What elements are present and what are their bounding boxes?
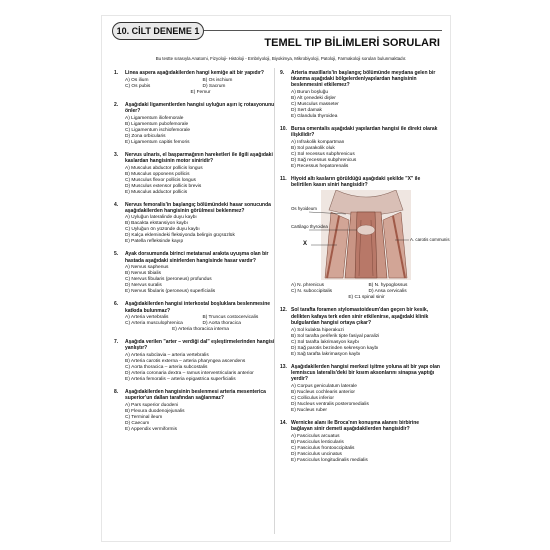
answer-option[interactable]: A) Musculus abductor pollicis longus [125,165,203,171]
question-body [291,364,442,414]
answer-option[interactable]: C) Arteria musculophrenica [125,321,183,327]
answer-option[interactable]: D) Sert damak [291,108,322,114]
question-number: 11. [280,176,287,183]
answer-option[interactable]: D) Nervus suralis [125,283,162,289]
answer-option[interactable]: A) Arteria subclavia – arteria vertebralis [125,353,209,359]
exam-page [102,16,450,541]
answer-options [291,283,442,301]
answer-option[interactable]: C) Aorta thoracica – arteria subcostalis [125,365,208,371]
question-body [291,70,442,120]
question-body [291,420,442,464]
answer-option[interactable]: A) Os ilium [125,77,149,83]
question-item [280,307,442,357]
answer-option[interactable]: C) N. suboccipitalis [291,289,333,295]
answer-options [125,265,276,295]
answer-option[interactable]: C) Nervus fibularis (peroneus) profundus [125,277,212,283]
question-text: Aşağıda verilen "arter – verdiği dal" eşleştirmelerinden hangisi yanlıştır? [125,339,275,352]
question-number: 3. [114,151,119,158]
header-rule [204,30,442,31]
answer-options [125,116,276,146]
answer-option[interactable]: D) Arteria coronaria dextra – ramus interventricularis anterior [125,371,254,377]
page-title: TEMEL TIP BİLİMLERİ SORULARI [264,37,440,49]
answer-option[interactable]: C) Sol tarafta lakrimasyon kaybı [291,339,359,345]
answer-option[interactable]: A) Burun boşluğu [291,90,329,96]
answer-option[interactable]: D) Sağ recessus subphrenicus [291,158,357,164]
answer-option[interactable]: D) Musculus extensor pollicis brevis [125,183,202,189]
answer-option[interactable]: B) Fasciculus lenticularis [291,439,344,445]
answer-option[interactable]: B) Alt çenedeki dişler [291,96,336,102]
question-body [125,152,276,196]
question-item [114,152,276,196]
answer-option[interactable]: E) Arteria thoracica interna [172,327,229,333]
question-number: 2. [114,101,119,108]
question-text: Arteria maxillaris'in başlangıç bölümünde meydana gelen bir tıkanma aşağıdaki bölgelerden/yapılardan hangisinin beslenmesini etkilemez? [291,70,436,89]
thyroid-cartilage-label: Cartilago thyroidea [291,224,328,230]
answer-option[interactable]: D) Zona orbicularis [125,133,166,139]
answer-options [125,166,276,196]
answer-option[interactable]: C) Colliculus inferior [291,395,334,401]
exam-badge: 10. CİLT DENEME 1 [112,22,204,40]
question-item [114,339,276,383]
question-text: Aşağıdakilerden hangisi merkezi işitme yoluna ait bir yapı olan lemniscus lateralis'deki bir kısım aksonlarını sinapsa yaptığı yerdir? [291,363,440,382]
answer-option[interactable]: E) C1 spinal sinir [348,295,385,301]
question-item [114,70,276,96]
answer-option[interactable]: E) Nervus fibularis (peroneus) superficialis [125,289,216,295]
question-body [291,176,450,301]
answer-option[interactable]: E) Recessus hepatorenalis [291,164,349,170]
answer-option[interactable]: D) Caecum [125,421,150,427]
question-number: 4. [114,201,119,208]
answer-option[interactable]: D) Sağ parotis bezinden sekresyon kaybı [291,345,379,351]
question-body [125,301,276,333]
answer-option[interactable]: A) Fasciculus arcuatus [291,433,340,439]
question-item [114,202,276,246]
answer-option[interactable]: E) Arteria femoralis – arteria epigastrica superficialis [125,377,236,383]
answer-options [125,353,276,383]
question-item [114,251,276,295]
question-body [125,202,276,246]
question-text: Wernicke alanı ile Broca'nın konuşma alanını birbirine bağlayan sinir demeti aşağıdakilerden hangisidir? [291,419,420,432]
question-body [291,307,442,357]
question-body [125,389,276,433]
answer-option[interactable]: A) Pars superior duodeni [125,403,179,409]
answer-option[interactable]: C) Fasciculus frontooccipitalis [291,445,355,451]
answer-options [125,78,276,96]
question-number: 12. [280,307,287,314]
question-text: Linea aspera aşağıdakilerden hangi kemiğe ait bir yapıdır? [125,70,264,76]
question-number: 10. [280,126,287,133]
question-number: 9. [280,70,285,76]
question-body [125,251,276,295]
question-number: 1. [114,70,119,76]
question-number: 6. [114,301,119,308]
question-body [125,339,276,383]
hyoid-bone-label: Os hyoideum [291,206,317,212]
question-item [280,364,442,414]
answer-option[interactable]: D) Aorta thoracica [202,321,241,327]
answer-option[interactable]: B) Musculus opponens pollicis [125,171,190,177]
question-item [114,389,276,433]
answer-option[interactable]: E) Appendix vermiformis [125,427,177,433]
question-text: Aşağıdaki ligamentlerden hangisi uyluğun aşırı iç rotasyonunu önler? [125,101,275,114]
answer-options [125,403,276,433]
carotid-artery-label: A. carotis communis [410,237,450,243]
question-text: Nervus ulnaris, el başparmağının hareketleri ile ilgili aşağıdaki kaslardan hangisinin motor siniridir? [125,151,273,164]
answer-option[interactable]: A) Infrakolik kompartman [291,140,345,146]
question-number: 8. [114,389,119,396]
answer-option[interactable]: B) Truncus costocervicalis [202,315,259,321]
answer-options [291,384,442,414]
answer-option[interactable]: C) Os pubis [125,83,151,89]
question-body [125,102,276,146]
answer-option[interactable]: A) Arteria vertebralis [125,315,169,321]
answer-option[interactable]: C) Musculus flexor pollicis longus [125,177,196,183]
question-item [280,126,442,170]
answer-option[interactable]: B) Ligamentum pubofemorale [125,121,189,127]
answer-option[interactable]: E) Ligamentum capitis femoris [125,139,190,145]
answer-option[interactable]: A) Nervus saphenus [125,265,169,271]
question-text: Nervus femoralis'in başlangıç bölümündeki hasar sonucunda aşağıdakilerden hangisinin görülmesi beklenmez? [125,201,271,214]
answer-option[interactable]: E) Musculus adductor pollicis [125,189,188,195]
answer-options [291,140,442,170]
answer-option[interactable]: B) Arteria carotis externa – arteria pharyngea ascendens [125,359,246,365]
answer-options [291,90,442,120]
answer-option[interactable]: A) Uyluğun lateralinde duyu kaybı [125,215,197,221]
question-text: Aşağıdakilerden hangisi interkostal boşluklara beslenmesine katkıda bulunmaz? [125,301,271,314]
answer-option[interactable]: C) Terminal ileum [125,415,163,421]
left-column [114,70,276,439]
question-body [125,70,276,96]
answer-option[interactable]: E) Femur [190,89,211,95]
answer-options [125,215,276,245]
neck-muscle-figure [291,190,450,280]
answer-option[interactable]: A) Corpus geniculatum laterale [291,383,357,389]
answer-option[interactable]: D) Kalça eklemindeki fleksiyonda belirgin güçsüzlük [125,233,235,239]
answer-option[interactable]: B) Sol tarafta periferik tipte fasiyal paralizi [291,333,380,339]
answer-option[interactable]: E) Nucleus ruber [291,407,327,413]
answer-option[interactable]: E) Sağ tarafta lakrimasyon kaybı [291,351,361,357]
answer-option[interactable]: A) Ligamentum iliofemorale [125,115,184,121]
answer-option[interactable]: B) Nervus tibialis [125,271,161,277]
x-marker-label: X [303,241,308,248]
answer-options [291,434,442,464]
answer-option[interactable]: B) Sol parakolik oluk [291,146,335,152]
answer-option[interactable]: C) Musculus masseter [291,102,339,108]
question-number: 13. [280,363,287,370]
question-item [280,70,442,120]
answer-option[interactable]: B) Flexura duodenojejunalis [125,409,185,415]
answer-option[interactable]: C) Sol recessus subphrenicus [291,152,355,158]
right-column [280,70,450,470]
question-text: Bursa omentalis aşağıdaki yapılardan hangisi ile direkt olarak ilişkilidir? [291,126,438,139]
question-item [114,102,276,146]
question-body [291,126,442,170]
question-number: 7. [114,339,119,346]
page-subtitle: Bu testte sırasıyla Anatomi, Fizyoloji- Histoloji - Embriyoloji, Biyokimya, Mikrobiyoloji, Patoloji, Farmakoloji soruları bulunmaktadır. [155,56,407,61]
answer-option[interactable]: D) Sacrum [202,83,226,89]
question-number: 5. [114,251,119,258]
answer-option[interactable]: C) Ligamentum ischiofemorale [125,127,191,133]
answer-option[interactable]: A) N. phrenicus [291,283,325,289]
question-item [280,420,442,464]
answer-option[interactable]: E) Glandula thyroidea [291,114,338,120]
question-text: Sol tarafta foramen stylomastoideum'dan geçen bir kesik, delikten kafaya terk eden sinir etkilenirse, aşağıdaki klinik bulgulardan hangisi ortaya çıkar? [291,307,429,326]
answer-options [291,328,442,358]
question-item [280,176,450,301]
question-text: Aşağıdakilerden hangisinin beslenmesi arteria mesenterica superior'un dalları tarafından sağlanmaz? [125,389,266,402]
answer-option[interactable]: A) Sol kulakta hiperakuzi [291,327,344,333]
answer-option[interactable]: B) Os ischium [202,77,233,83]
question-item [114,301,276,333]
question-text: Hiyoid altı kasların görüldüğü aşağıdaki şekilde "X" ile belirtilen kasın siniri hangisidir? [291,176,421,189]
answer-option[interactable]: D) Fasciculus uncinatus [291,451,342,457]
answer-option[interactable]: B) Nucleus cochlearis anterior [291,389,355,395]
question-text: Ayak dorsumunda birinci metatarsal arakıta uyuşma olan bir hastada aşağıdaki sinirlerden hangisinde hasar vardır? [125,251,269,264]
answer-option[interactable]: B) Bacakta ekstansiyon kaybı [125,221,188,227]
answer-option[interactable]: D) Nucleus ventralis posteromedialis [291,401,369,407]
answer-option[interactable]: E) Fasciculus longitudinalis medialis [291,457,368,463]
question-number: 14. [280,419,287,426]
answer-option[interactable]: B) N. hypoglossus [368,283,408,289]
answer-option[interactable]: E) Patella refleksinde kayıp [125,239,184,245]
answer-options [125,315,276,333]
answer-option[interactable]: C) Uyluğun ön yüzünde duyu kaybı [125,227,200,233]
answer-option[interactable]: D) Ansa cervicalis [368,289,407,295]
